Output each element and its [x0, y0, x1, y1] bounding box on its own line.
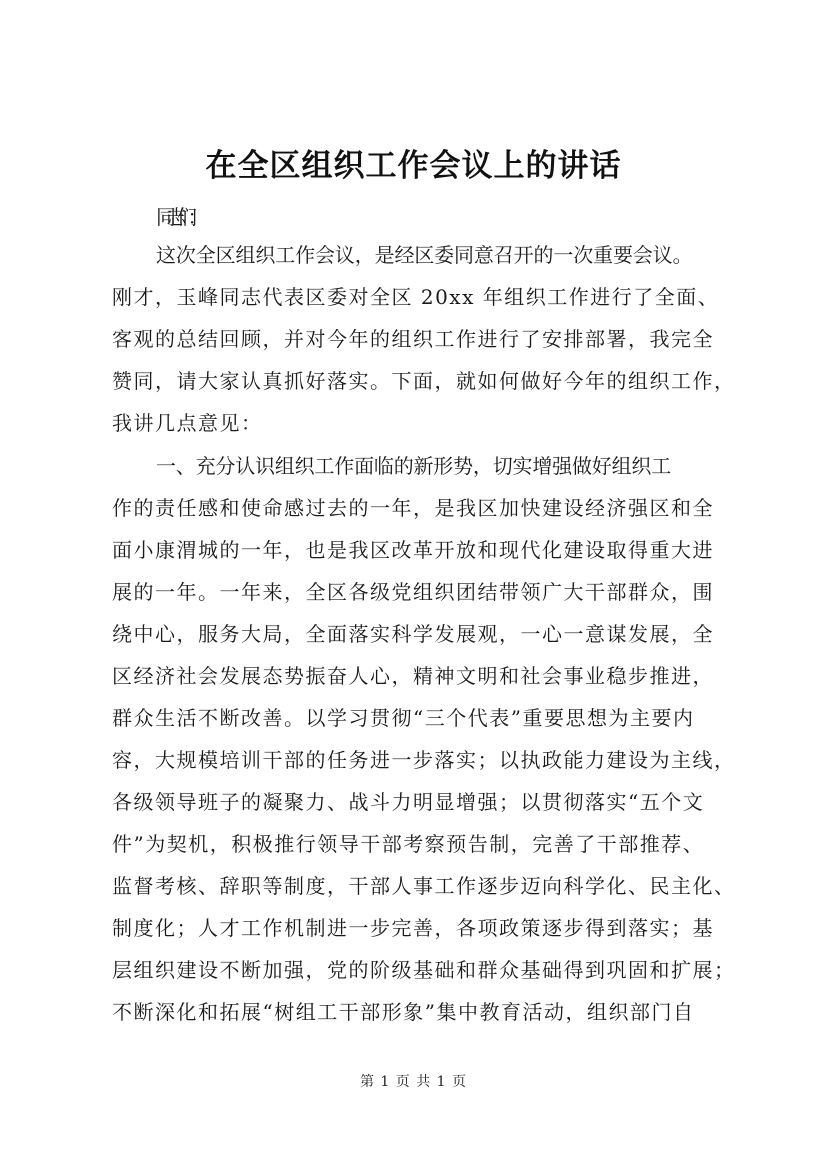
paragraph-line: 群众生活不断改善。以学习贯彻“三个代表”重要思想为主要内	[112, 706, 695, 730]
paragraph-line: 这次全区组织工作会议，是经区委同意召开的一次重要会议。	[156, 243, 693, 267]
paragraph-line: 我讲几点意见：	[112, 411, 263, 435]
page-number-footer: 第 1 页 共 1 页	[359, 1074, 468, 1090]
paragraph-line: 作的责任感和使命感过去的一年，是我区加快建设经济强区和全	[112, 496, 714, 520]
paragraph-line: 赞同，请大家认真抓好落实。下面，就如何做好今年的组织工作，	[112, 369, 736, 393]
paragraph-line: 各级领导班子的凝聚力、战斗力明显增强；以贯彻落实“五个文	[112, 790, 705, 814]
paragraph-line: 监督考核、辞职等制度，干部人事工作逐步迈向科学化、民主化、	[112, 874, 736, 898]
paragraph-line: 件”为契机，积极推行领导干部考察预告制，完善了干部推荐、	[112, 832, 705, 856]
paragraph-line: 绕中心，服务大局，全面落实科学发展观，一心一意谋发展，全	[112, 622, 714, 646]
paragraph-line: 客观的总结回顾，并对今年的组织工作进行了安排部署，我完全	[112, 327, 714, 351]
document-title: 在全区组织工作会议上的讲话	[205, 148, 622, 184]
paragraph-line: 不断深化和拓展“树组工干部形象”集中教育活动，组织部门自	[112, 1000, 695, 1024]
paragraph-line: 面小康渭城的一年，也是我区改革开放和现代化建设取得重大进	[112, 538, 714, 562]
paragraph-line: 展的一年。一年来，全区各级党组织团结带领广大干部群众，围	[112, 580, 714, 604]
paragraph-line: 区经济社会发展态势振奋人心，精神文明和社会事业稳步推进，	[112, 664, 714, 688]
paragraph-line: 一、充分认识组织工作面临的新形势，切实增强做好组织工	[156, 454, 671, 478]
paragraph-line: 刚才，玉峰同志代表区委对全区 20xx 年组织工作进行了全面、	[112, 285, 720, 309]
paragraph-line: 容，大规模培训干部的任务进一步落实；以执政能力建设为主线，	[112, 748, 736, 772]
paragraph-line: 层组织建设不断加强，党的阶级基础和群众基础得到巩固和扩展；	[112, 958, 736, 982]
salutation-line: 同志们：	[156, 205, 198, 229]
paragraph-line: 制度化；人才工作机制进一步完善，各项政策逐步得到落实；基	[112, 916, 714, 940]
